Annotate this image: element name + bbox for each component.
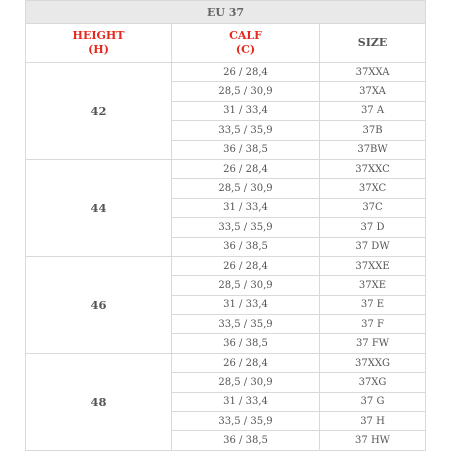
height-value: 48 [26, 353, 172, 450]
title-row [26, 1, 426, 24]
size-table [25, 0, 426, 451]
size-code: 37 H [320, 412, 426, 431]
table-row [26, 63, 426, 82]
size-code: 37B [320, 121, 426, 140]
height-value: 44 [26, 159, 172, 256]
size-code: 37 D [320, 218, 426, 237]
table-row [26, 159, 426, 178]
size-code: 37XA [320, 82, 426, 101]
size-code: 37XE [320, 276, 426, 295]
size-code: 37 G [320, 392, 426, 411]
calf-range: 36 / 38,5 [172, 237, 320, 256]
height-value: 42 [26, 63, 172, 160]
calf-range: 31 / 33,4 [172, 392, 320, 411]
size-code: 37 A [320, 101, 426, 120]
size-code: 37 DW [320, 237, 426, 256]
calf-range: 31 / 33,4 [172, 101, 320, 120]
calf-header [172, 24, 320, 63]
size-code: 37C [320, 198, 426, 217]
height-header-unit: (H) [88, 43, 109, 56]
size-code: 37 FW [320, 334, 426, 353]
calf-range: 36 / 38,5 [172, 431, 320, 450]
calf-range: 26 / 28,4 [172, 159, 320, 178]
calf-range: 26 / 28,4 [172, 353, 320, 372]
size-code: 37XXE [320, 256, 426, 275]
size-code: 37 F [320, 315, 426, 334]
height-header-label: HEIGHT [72, 29, 125, 42]
size-code: 37XC [320, 179, 426, 198]
calf-range: 33,5 / 35,9 [172, 218, 320, 237]
size-code: 37XXA [320, 63, 426, 82]
calf-range: 28,5 / 30,9 [172, 373, 320, 392]
calf-range: 33,5 / 35,9 [172, 412, 320, 431]
calf-range: 33,5 / 35,9 [172, 121, 320, 140]
table-title: EU 37 [26, 1, 426, 24]
calf-header-unit: (C) [235, 43, 256, 56]
calf-range: 36 / 38,5 [172, 334, 320, 353]
calf-header-label: CALF [229, 29, 262, 42]
calf-range: 28,5 / 30,9 [172, 82, 320, 101]
calf-range: 28,5 / 30,9 [172, 276, 320, 295]
size-code: 37 HW [320, 431, 426, 450]
calf-range: 31 / 33,4 [172, 295, 320, 314]
header-row [26, 24, 426, 63]
size-code: 37XXC [320, 159, 426, 178]
calf-range: 26 / 28,4 [172, 63, 320, 82]
height-value: 46 [26, 256, 172, 353]
table-row [26, 256, 426, 275]
calf-range: 31 / 33,4 [172, 198, 320, 217]
size-chart [25, 0, 425, 451]
table-row [26, 353, 426, 372]
height-header [26, 24, 172, 63]
size-code: 37XXG [320, 353, 426, 372]
calf-range: 26 / 28,4 [172, 256, 320, 275]
size-code: 37XG [320, 373, 426, 392]
calf-range: 28,5 / 30,9 [172, 179, 320, 198]
size-code: 37BW [320, 140, 426, 159]
size-header: SIZE [320, 24, 426, 63]
table-body [26, 63, 426, 451]
calf-range: 36 / 38,5 [172, 140, 320, 159]
size-code: 37 E [320, 295, 426, 314]
calf-range: 33,5 / 35,9 [172, 315, 320, 334]
